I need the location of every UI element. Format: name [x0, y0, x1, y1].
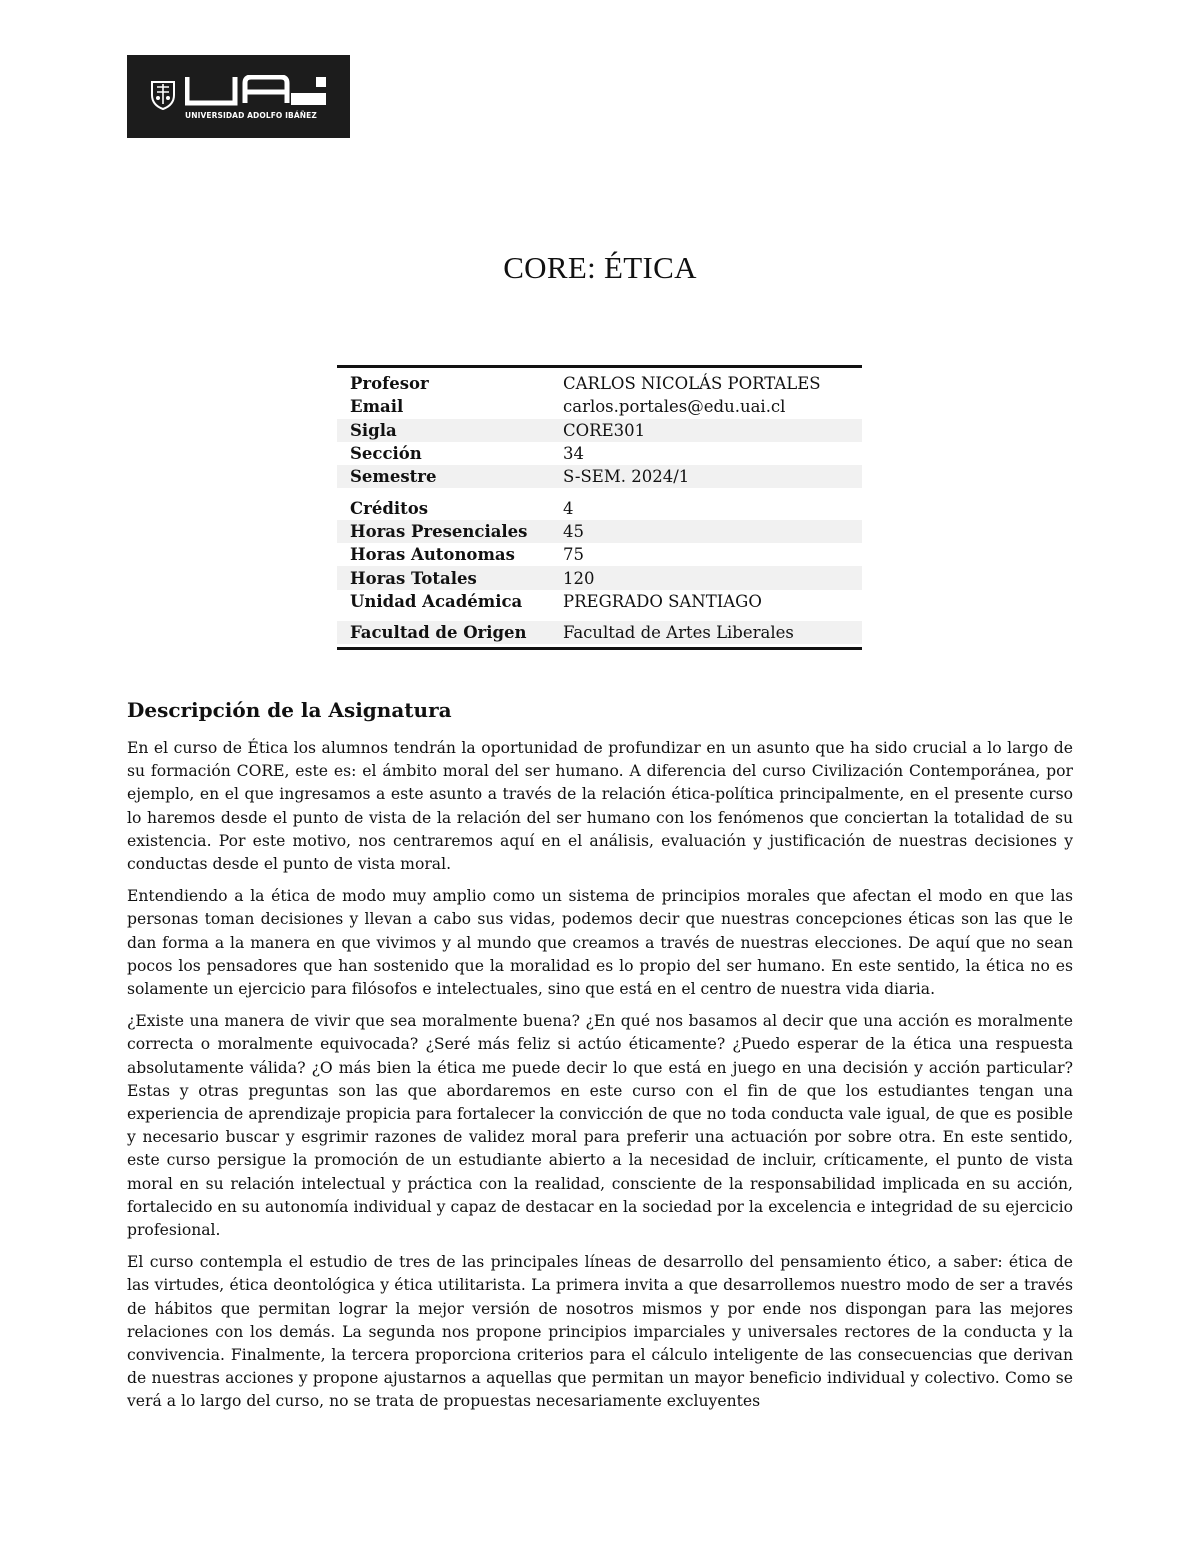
- info-row-semestre: [337, 465, 862, 488]
- logo-text: UNIVERSIDAD ADOLFO IBÁÑEZ: [185, 111, 317, 120]
- info-row-sigla: [337, 419, 862, 442]
- info-label: Sección: [350, 444, 422, 464]
- info-value: 4: [563, 498, 574, 518]
- paragraph: En el curso de Ética los alumnos tendrán la oportunidad de profundizar en un asunto que ha sido crucial a lo largo de su formación CORE, este es: el ámbito moral del ser humano. A diferencia del curso Civilización Contemporánea, por ejemplo, en el que ingresamos a este asunto a través de la relación ética-política principalmente, en el presente curso lo haremos desde el punto de vista de la relación del ser humano con los fenómenos que conciertan la totalidad de su existencia. Por este motivo, nos centraremos aquí en el análisis, evaluación y justificación de nuestras decisiones y conductas desde el punto de vista moral.: [127, 739, 1073, 874]
- info-value: CARLOS NICOLÁS PORTALES: [563, 374, 821, 394]
- info-value: carlos.portales@edu.uai.cl: [563, 397, 786, 417]
- section-body: [127, 737, 1073, 1423]
- info-label: Email: [350, 397, 404, 417]
- info-row-unidad-academica: [337, 590, 862, 613]
- info-label: Semestre: [350, 467, 437, 487]
- info-row-horas-autonomas: [337, 543, 862, 566]
- page-title: CORE: ÉTICA: [503, 250, 697, 285]
- info-label: Profesor: [350, 374, 429, 394]
- info-value: Facultad de Artes Liberales: [563, 623, 794, 643]
- info-label: Horas Autonomas: [350, 545, 515, 565]
- info-value: CORE301: [563, 420, 646, 440]
- info-row-seccion: [337, 442, 862, 465]
- paragraph: Entendiendo a la ética de modo muy amplio como un sistema de principios morales que afectan el modo en que las personas toman decisiones y llevan a cabo sus vidas, podemos decir que nuestras concepciones éticas son las que le dan forma a la manera en que vivimos y al mundo que creamos a través de nuestras elecciones. De aquí que no sean pocos los pensadores que han sostenido que la moralidad es lo propio del ser humano. En este sentido, la ética no es solamente un ejercicio para filósofos e intelectuales, sino que está en el centro de nuestra vida diaria.: [127, 887, 1073, 999]
- info-row-profesor: [337, 372, 862, 395]
- info-row-email: [337, 395, 862, 418]
- info-label: Horas Presenciales: [350, 521, 528, 541]
- info-row-horas-presenciales: [337, 520, 862, 543]
- paragraph: El curso contempla el estudio de tres de las principales líneas de desarrollo del pensamiento ético, a saber: ética de las virtudes, ética deontológica y ética utilitarista. La primera invita a que desarrollemos nuestro modo de ser a través de hábitos que permitan lograr la mejor versión de nosotros mismos y por ende nos dispongan para las mejores relaciones con los demás. La segunda nos propone principios imparciales y universales rectores de la conducta y la convivencia. Finalmente, la tercera proporciona criterios para el cálculo inteligente de las consecuencias que derivan de nuestras acciones y propone ajustarnos a aquellas que permitan un mayor beneficio individual y colectivo. Como se verá a lo largo del curso, no se trata de propuestas necesariamente excluyentes: [127, 1253, 1073, 1411]
- paragraph: ¿Existe una manera de vivir que sea moralmente buena? ¿En qué nos basamos al decir que una acción es moralmente correcta o moralmente equivocada? ¿Seré más feliz si actúo éticamente? ¿Puedo esperar de la ética una respuesta absolutamente válida? ¿O más bien la ética me puede decir lo que está en juego en una decisión y acción particular? Estas y otras preguntas son las que abordaremos en este curso con el fin de que los estudiantes tengan una experiencia de aprendizaje propicia para fortalecer la convicción de que no toda conducta vale igual, de que es posible y necesario buscar y esgrimir razones de validez moral para preferir una actuación por sobre otra. En este sentido, este curso persigue la promoción de un estudiante abierto a la necesidad de incluir, críticamente, el punto de vista moral en su relación intelectual y práctica con la realidad, consciente de la responsabilidad implicada en su acción, fortalecido en su autonomía individual y capaz de destacar en la sociedad por la excelencia e integridad de su ejercicio profesional.: [127, 1012, 1073, 1240]
- info-value: S-SEM. 2024/1: [563, 467, 690, 487]
- info-value: 45: [563, 521, 584, 541]
- info-value: 75: [563, 545, 584, 565]
- section-heading: Descripción de la Asignatura: [127, 698, 452, 722]
- info-value: 120: [563, 568, 595, 588]
- info-label: Créditos: [350, 498, 429, 518]
- info-row-creditos: [337, 496, 862, 519]
- uai-logo: [127, 55, 350, 138]
- info-row-horas-totales: [337, 566, 862, 589]
- info-label: Unidad Académica: [350, 591, 523, 611]
- crest-icon: [149, 78, 177, 110]
- info-label: Horas Totales: [350, 568, 477, 588]
- info-label: Facultad de Origen: [350, 623, 527, 643]
- course-info-table: [337, 365, 862, 650]
- uai-wordmark: [185, 75, 331, 107]
- info-row-facultad-de-origen: [337, 621, 862, 644]
- info-label: Sigla: [350, 420, 397, 440]
- info-value: 34: [563, 444, 584, 464]
- info-value: PREGRADO SANTIAGO: [563, 591, 762, 611]
